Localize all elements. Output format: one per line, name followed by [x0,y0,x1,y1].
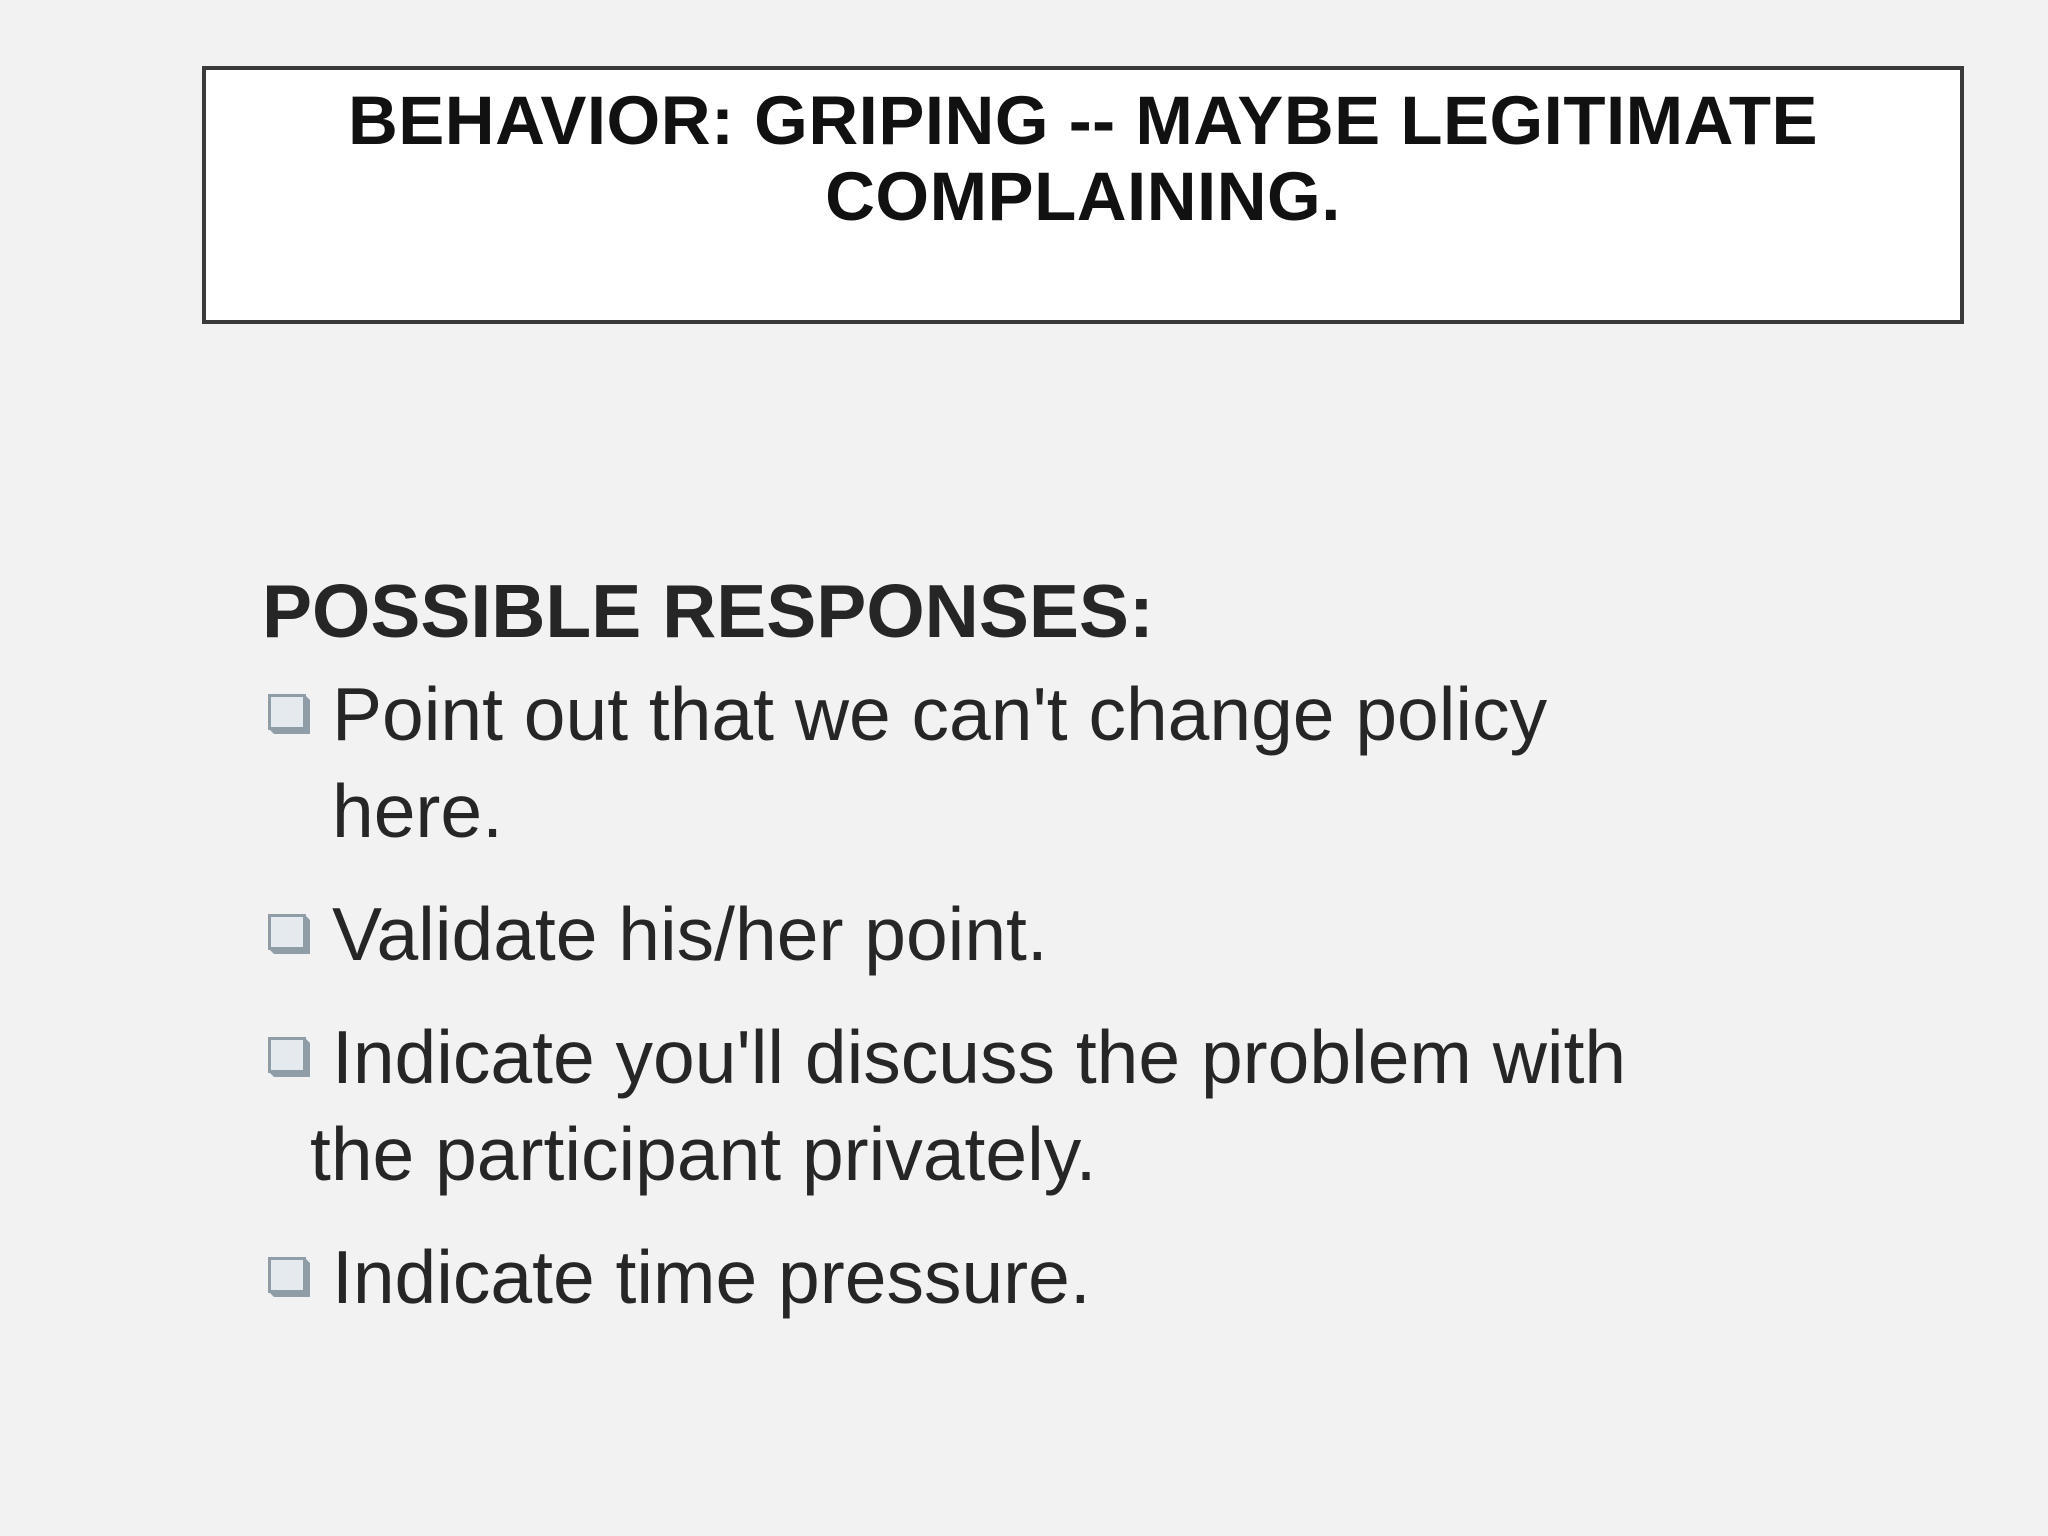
checkbox-icon [268,1037,310,1079]
list-item [262,1009,1822,1203]
checkbox-icon [268,1257,310,1299]
slide-content [262,566,1822,1352]
responses-list [262,666,1822,1326]
slide-title-line-2: COMPLAINING. [825,158,1341,235]
list-item [262,666,1822,860]
list-item-text-line-1: Indicate you'll discuss the problem with [332,1015,1627,1099]
list-item-text: Validate his/her point. [332,892,1048,976]
responses-heading: POSSIBLE RESPONSES: [262,569,1154,653]
list-item-text [310,1009,1712,1203]
checkbox-icon [268,694,310,736]
list-item-text: Point out that we can't change policy here. [332,672,1548,853]
checkbox-icon [268,914,310,956]
slide-title-line-1: BEHAVIOR: GRIPING -- MAYBE LEGITIMATE [347,82,1819,159]
slide-title [206,83,1960,235]
list-item [262,886,1822,983]
list-item-text-line-2: the participant privately. [310,1112,1097,1196]
slide-title-box [202,66,1964,324]
list-item [262,1229,1822,1326]
list-item-text: Indicate time pressure. [332,1235,1091,1319]
